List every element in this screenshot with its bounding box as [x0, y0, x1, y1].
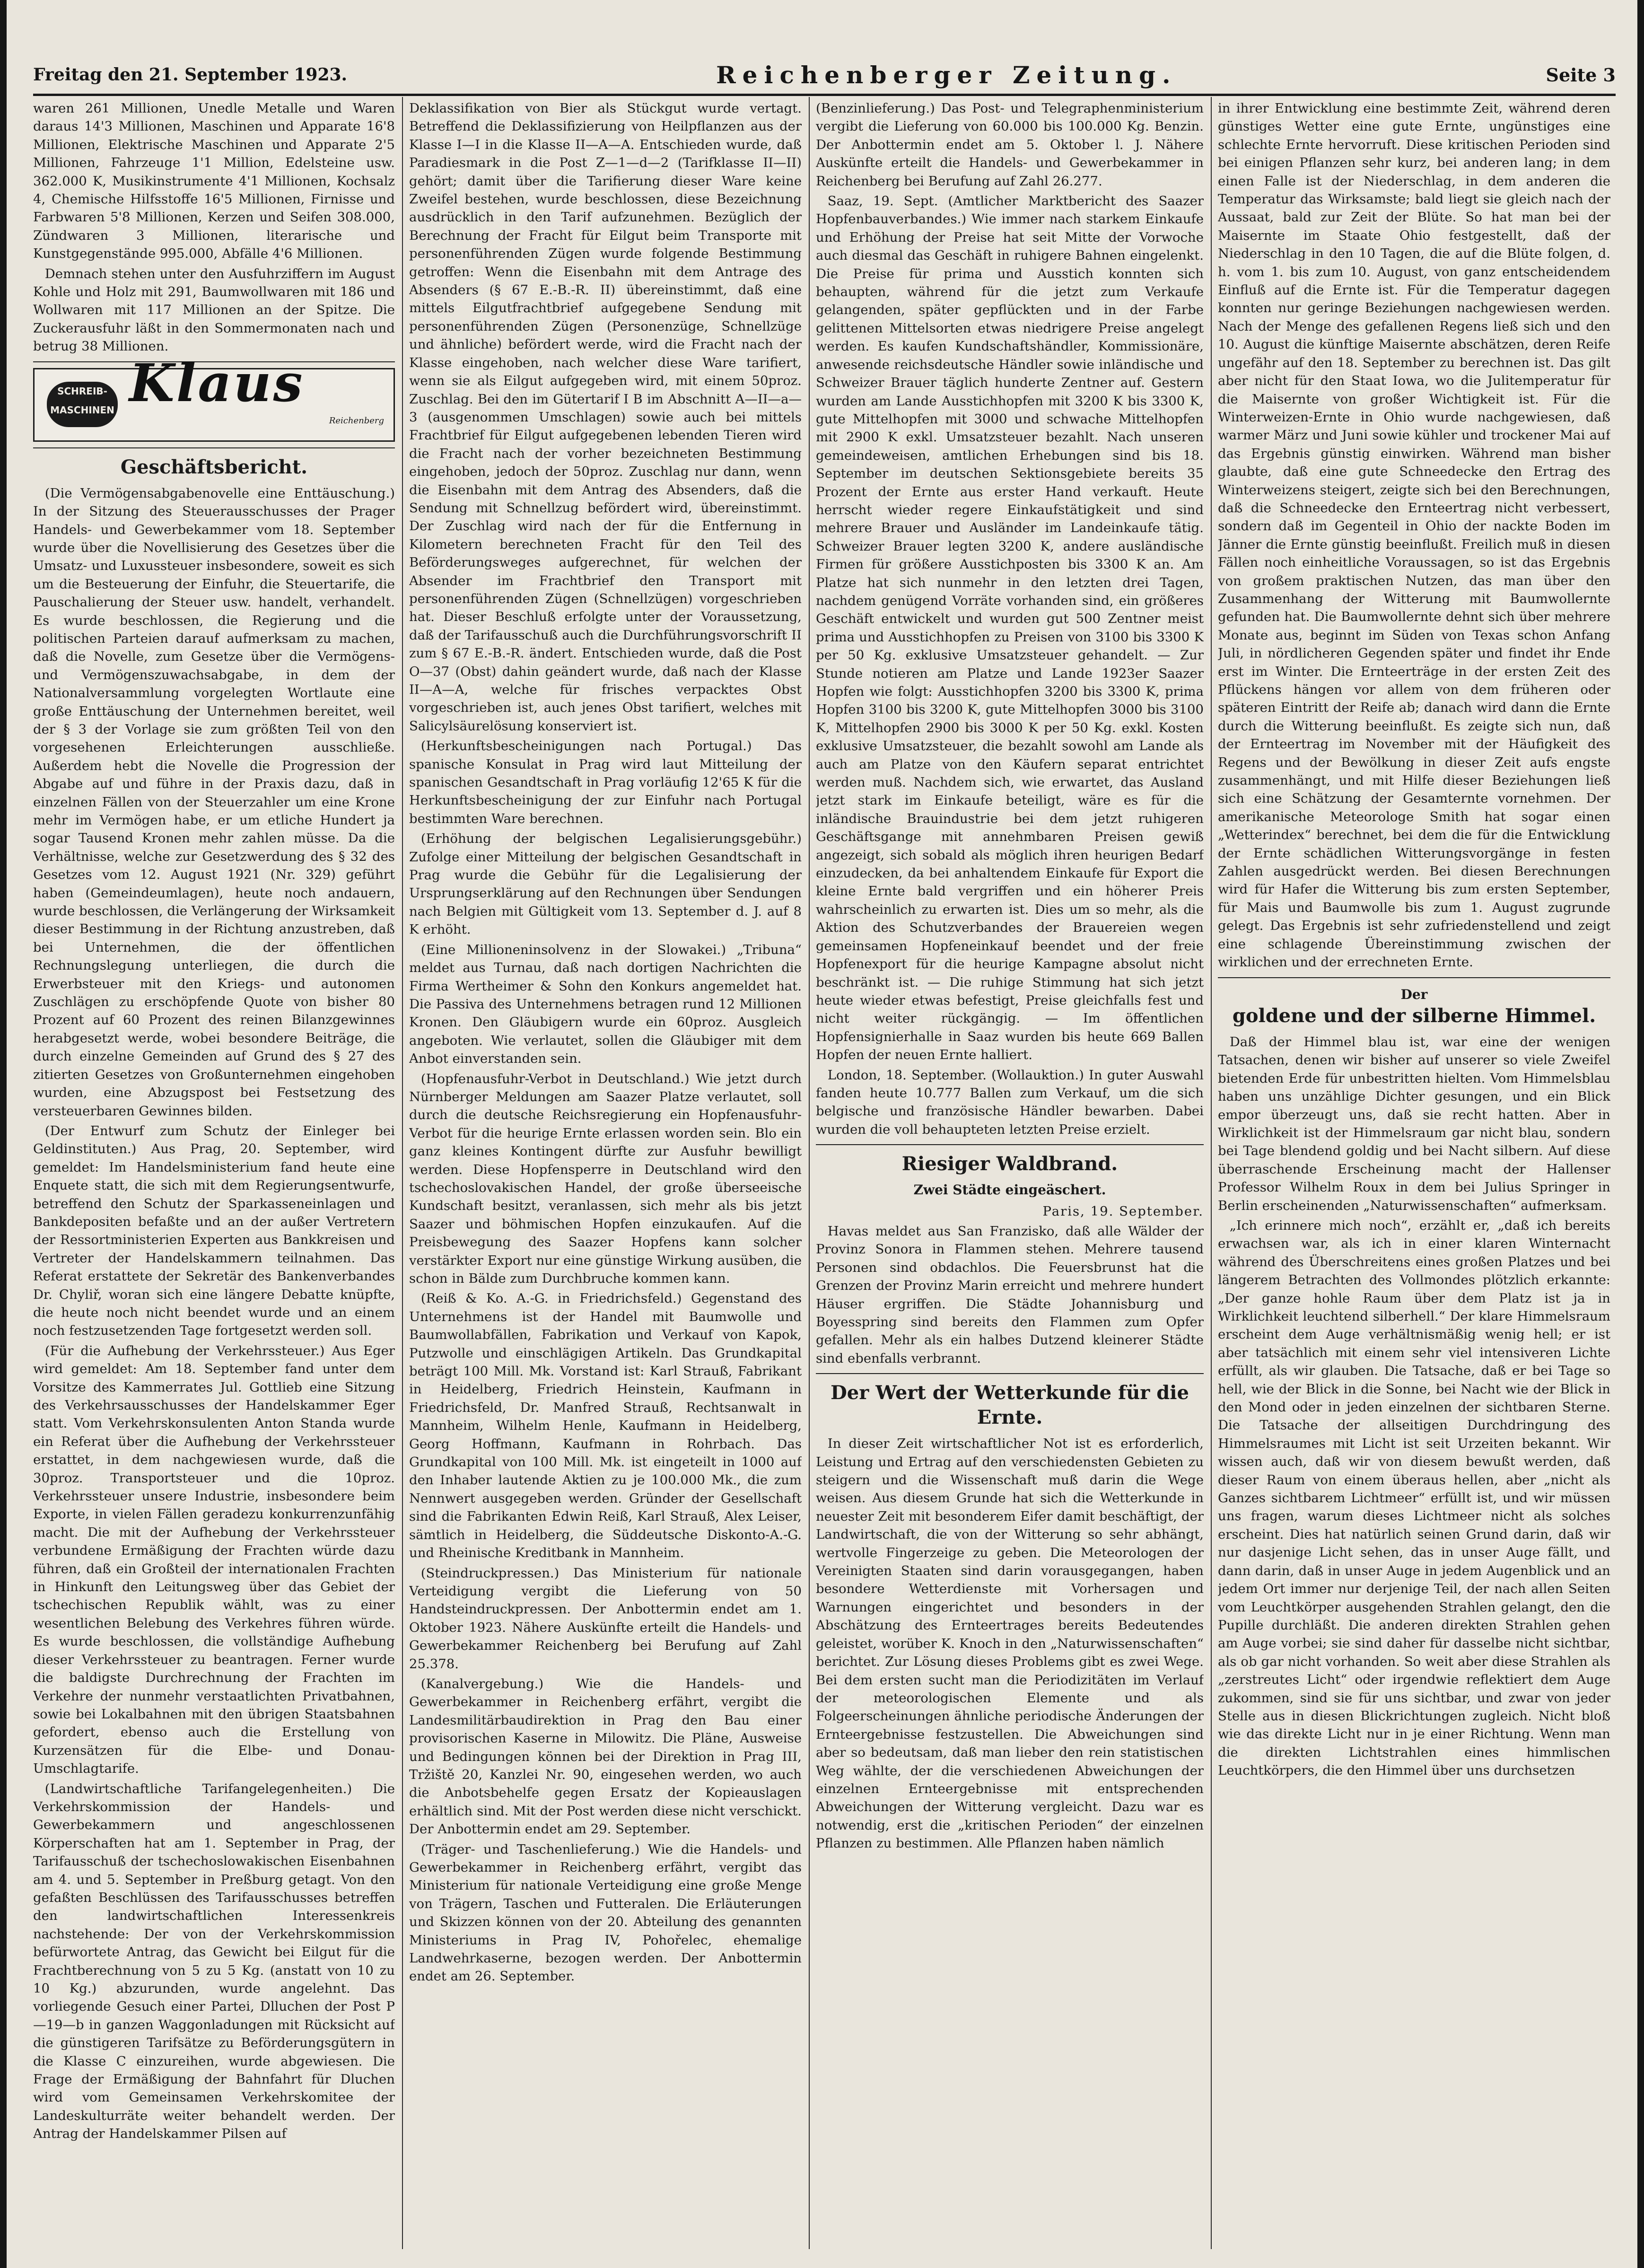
column-rule-3 [1211, 97, 1212, 2249]
column-2 [409, 99, 802, 2249]
article-belgien: (Erhöhung der belgischen Legalisierungsgebühr.) Zufolge einer Mitteilung der belgischen Gesandtschaft in Prag wurde die Gebühr für die Legalisierung der Ursprungserklärung auf den Rechnungen über Sendungen nach Belgien mit Gültigkeit vom 13. September d. J. auf 8 K erhöht. [409, 831, 802, 937]
section-rule [816, 1144, 1204, 1145]
issue-date: Freitag den 21. September 1923. [33, 65, 348, 85]
section-rule [33, 447, 395, 448]
page-number: Seite 3 [1546, 64, 1616, 86]
column-rule-1 [402, 97, 403, 2249]
headline-himmel-prefix: Der [1400, 986, 1428, 1002]
ad-badge-line-2: MASCHINEN [50, 404, 114, 416]
article-london-wollauktion: London, 18. September. (Wollauktion.) In guter Auswahl fanden heute 10.777 Ballen zum Verkauf, um die sich belgische und französische Händler bewarben. Dabei wurden die voll behaupteten letzten Preise erzielt. [816, 1067, 1204, 1137]
column-3 [816, 99, 1204, 2249]
article-hopfenausfuhr: (Hopfenausfuhr-Verbot in Deutschland.) Wie jetzt durch Nürnberger Meldungen am Saazer Platze verlautet, soll durch die deutsche Reichsregierung ein Hopfenausfuhr-Verbot für die heurige Ernte erlassen worden sein. Blo ein ganz kleines Kontingent dürfte zur Ausfuhr bewilligt werden. Diese Hopfensperre in Deutschland wird den tschechoslovakischen Handel, der große überseeische Kundschaft besitzt, veranlassen, sich mehr als bis jetzt Saazer und böhmischen Hopfen einzukaufen. Auf die Preisbewegung des Saazer Hopfens kann solcher verstärkter Export nur eine günstige Wirkung ausüben, die schon in Bälde zum Durchbruche kommen kann. [409, 1071, 802, 1286]
ad-badge-line-1: SCHREIB- [57, 385, 107, 397]
article-kanalvergebung: (Kanalvergebung.) Wie die Handels- und Gewerbekammer in Reichenberg erfährt, vergibt die Landesmilitärbaudirektion in Prag den Bau einer provisorischen Kaserne in Milowitz. Die Pläne, Ausweise und Bedingungen können bei der Direktion in Prag III, Tržiště 20, Kanzlei Nr. 90, eingesehen werden, wo auch die Anbotsbehelfe gegen Ersatz der Kopieauslagen erhältlich sind. Mit der Post werden diese nicht verschickt. Der Anbottermin endet am 29. September. [409, 1676, 802, 1837]
column-1 [33, 99, 395, 2249]
article-insolvenz: (Eine Millioneninsolvenz in der Slowakei.) „Tribuna“ meldet aus Turnau, daß nach dortigen Nachrichten die Firma Wertheimer & Sohn den Konkurs angemeldet hat. Die Passiva des Unternehmens betragen rund 12 Millionen Kronen. Den Gläubigern wurde ein 60proz. Ausgleich angeboten. Wie verlautet, sollen die Gläubiger mit dem Anbot einverstanden sein. [409, 942, 802, 1067]
ad-badge [47, 382, 118, 427]
article-taschenlieferung: (Träger- und Taschenlieferung.) Wie die Handels- und Gewerbekammer in Reichenberg erfährt, vergibt das Ministerium für nationale Verteidigung eine große Menge von Trägern, Taschen und Futteralen. Die Erläuterungen und Skizzen können von der 20. Abteilung des genannten Ministeriums in Prag IV, Pohořelec, ehemalige Landwehrkaserne, bezogen werden. Der Anbottermin endet am 26. September. [409, 1841, 802, 1984]
article-saaz-marktbericht: Saaz, 19. Sept. (Amtlicher Marktbericht des Saazer Hopfenbauverbandes.) Wie immer nach starkem Einkaufe und Erhöhung der Preise hat seit Mitte der Vorwoche auch diesmal das Geschäft in ruhigere Bahnen eingelenkt. Die Preise für prima und Ausstich konnten sich behaupten, während für die jetzt zum Verkaufe gelangenden, später gepflückten und in der Farbe gelittenen Mittelsorten etwas niedrigere Preise angelegt werden. Es kaufen Kundschaftshändler, Kommissionäre, anwesende reichsdeutsche Händler sowie inländische und Schweizer Brauer täglich hunderte Zentner auf. Gestern wurden am Lande Ausstichhopfen mit 3200 K bis 3300 K, gute Mittelhopfen mit 3000 und schwache Mittelhopfen mit 2900 K exkl. Umsatzsteuer bezahlt. Nach unseren gemeindeweisen, amtlichen Erhebungen sind bis 18. September im deutschen Sektionsgebiete bereits 35 Prozent der Ernte aus erster Hand verkauft. Heute herrscht wieder regere Einkaufstätigkeit und sind mehrere Brauer und Ausländer im Landeinkaufe tätig. Schweizer Brauer legten 3200 K, andere ausländische Firmen für größere Ausstichposten bis 3300 K an. Am Platze hat sich nunmehr in den letzten drei Tagen, nachdem genügend Vorräte vorhanden sind, ein größeres Geschäft entwickelt und wurden gut 500 Zentner meist prima und Ausstichhopfen zu Preisen von 3100 bis 3300 K per 50 Kg. exklusive Umsatzsteuer gehandelt. — Zur Stunde notieren am Platze und Lande 1923er Saazer Hopfen wie folgt: Ausstichhopfen 3200 bis 3300 K, prima Hopfen 3100 bis 3200 K, gute Mittelhopfen 3000 bis 3100 K, Mittelhopfen 2900 bis 3000 K per 50 Kg. exkl. Kosten exklusive Umsatzsteuer, die bezahlt sowohl am Lande als auch am Platze von den Käufern separat entrichtet werden muß. Nachdem sich, wie erwartet, das Ausland jetzt stark im Einkaufe beteiligt, wäre es für die inländische Brauindustrie bei dem jetzt ruhigeren Geschäftsgange mit annehmbaren Preisen gewiß angezeigt, sich sobald als möglich ihren heurigen Bedarf einzudecken, da bei anhaltendem Einkaufe für Export die kleine Ernte bald vergriffen und ein höherer Preis wahrscheinlich zu erwarten ist. Dies um so mehr, als die Aktion des Schutzverbandes der Brauereien wegen gemeinsamen Hopfeneinkauf beendet und der freie Hopfenexport für die heurige Kampagne absolut nicht beschränkt ist. — Die ruhige Stimmung hat sich jetzt heute wieder etwas befestigt, Preise gleichfalls fest und nicht weiter rückgängig. — Im öffentlichen Hopfensignierhalle in Saaz wurden bis heute 669 Ballen Hopfen der neuen Ernte halliert. [816, 193, 1204, 1063]
column-4 [1218, 99, 1610, 2249]
ad-location: Reichenberg [329, 415, 384, 426]
masthead: Reichenberger Zeitung. [716, 61, 1177, 89]
dateline-paris: Paris, 19. September. [1042, 1203, 1204, 1219]
header-rule [33, 94, 1616, 96]
article-benzinlieferung: (Benzinlieferung.) Das Post- und Telegraphenministerium vergibt die Lieferung von 60.000 bis 100.000 Kg. Benzin. Der Anbottermin endet am 5. Oktober l. J. Nähere Auskünfte erteilt die Handels- und Gewerbekammer in Reichenberg bei Berufung auf Zahl 26.277. [816, 101, 1204, 189]
article-tarif-continued: Deklassifikation von Bier als Stückgut wurde vertagt. Betreffend die Deklassifizierung von Heilpflanzen aus der Klasse I—I in die Klasse II—A—A. Entschieden wurde, daß Paradiesmark in die Post Z—1—d—2 (Tarifklasse II—II) gehört; damit über die Tarifierung dieser Ware keine Zweifel bestehen, wurde beschlossen, diese Bezeichnung ausdrücklich in den Tarif aufzunehmen. Bezüglich der Berechnung der Fracht für Eilgut beim Transporte mit personenführenden Zügen wurde folgende Bestimmung getroffen: Wenn die Eisenbahn mit dem Antrage des Absenders (§ 67 E.-B.-R. II) übereinstimmt, daß eine mittels Eilgutfrachtbrief aufgegebene Sendung mit personenführenden Zügen (Personenzüge, Schnellzüge und ähnliche) befördert werde, wird die Fracht nach der Klasse eingehoben, nach welcher diese Ware tarifiert, wenn sie als Eilgut aufgegeben wird, mit einem 50proz. Zuschlag. Bei den im Gütertarif I B im Abschnitt A—II—a—3 (ausgenommen Umschlagen) sowie auch bei mittels Frachtbrief für Eilgut aufgegebenen lebenden Tieren wird die Fracht nach der vorher bezeichneten Bestimmung eingehoben, jedoch der 50proz. Zuschlag nur dann, wenn die Eisenbahn mit dem Antrag des Absenders, daß die Sendung mit Schnellzug befördert wird, übereinstimmt. Der Zuschlag wird nach der für die Entfernung in Kilometern berechneten Fracht für den Teil des Beförderungsweges aufgerechnet, für welchen der Absender im Frachtbrief den Transport mit personenführenden Zügen (Schnellzügen) vorgeschrieben hat. Dieser Beschluß erfolgte unter der Voraussetzung, daß der Tarifausschuß auch die Durchführungsvorschrift II zum § 67 E.-B.-R. ändert. Entschieden wurde, daß die Post O—37 (Obst) dahin geändert wurde, daß nach der Klasse II—A—A, welche für frisches verpacktes Obst vorgeschrieben ist, auch jenes Obst tarifiert, welches mit Salicylsäurelösung konserviert ist. [409, 101, 802, 734]
section-rule [816, 1373, 1204, 1374]
column-rule-2 [809, 97, 810, 2249]
article-tarifangelegenheiten: (Landwirtschaftliche Tarifangelegenheiten.) Die Verkehrskommission der Handels- und Gewerbekammern und angeschlossenen Körperschaften hat am 1. September in Prag, der Tarifausschuß der tschechoslowakischen Eisenbahnen am 4. und 5. September in Preßburg getagt. Von den gefaßten Beschlüssen des Tarifausschusses betreffen den landwirtschaftlichen Interessenkreis nachstehende: Der von der Verkehrskommission befürwortete Antrag, das Gewicht bei Eilgut für die Frachtberechnung von 5 zu 5 Kg. (anstatt von 10 zu 10 Kg.) abzurunden, wurde angelehnt. Das vorliegende Gesuch einer Partei, Dlluchen der Post P—19—b in ganzen Waggonladungen mit Rücksicht auf die günstigeren Tarifsätze zu Beförderungsgütern in die Klasse C einzureihen, wurde abgewiesen. Die Frage der Ermäßigung der Bahnfahrt für Dluchen wird vom Gemeinsamen Verkehrskomitee der Landeskulturräte weiter behandelt werden. Der Antrag der Handelskammer Pilsen auf [33, 1781, 395, 2142]
article-himmel-quote: „Ich erinnere mich noch“, erzählt er, „daß ich bereits erwachsen war, als ich in einer klaren Winternacht während des Überschreitens eines großen Platzes und bei längerem Betrachten des Vollmondes plötzlich erkannte: „Der ganze hohle Raum über dem Platz ist ja in Wirklichkeit leuchtend silberhell.“ Der klare Himmelsraum erscheint dem Auge verhältnismäßig wenig hell; er ist aber tatsächlich mit einem sehr viel intensiveren Lichte erfüllt, als wir glauben. Die Tatsache, daß er bei Tage so hell, wie der Blick in die Sonne, bei Nacht wie der Blick in den Mond oder in jeden einzelnen der sichtbaren Sterne. Die Tatsache der allseitigen Durchdringung des Himmelsraumes mit Licht ist seit Urzeiten bekannt. Wir wissen auch, daß wir von diesem bewußt werden, daß dieser Raum von einem überaus hellen, aber „nicht als Ganzes sichtbarem Lichtmeer“ erfüllt ist, und wir müssen uns fragen, warum dieses Lichtmeer nicht als solches erscheint. Dies hat natürlich seinen Grund darin, daß wir nur dasjenige Licht sehen, das in unser Auge fällt, und dann darin, daß in unser Auge in jedem Augenblick und an jedem Ort immer nur derjenige Teil, der nach allen Seiten vom Leuchtkörper ausgehenden Strahlen gelangt, den die Pupille durchläßt. Die anderen direkten Strahlen gehen am Auge vorbei; sie sind daher für dasselbe nicht sichtbar, als ob gar nicht vorhanden. So weit aber diese Strahlen als „zerstreutes Licht“ oder irgendwie reflektiert dem Auge zukommen, sind sie für uns sichtbar, und zwar von jeder Stelle aus in diesen Blickrichtungen zugleich. Nicht bloß wie das direkte Licht nur in je einer Richtung. Wenn man die direkten Lichtstrahlen eines himmlischen Leuchtkörpers, die den Himmel über uns durchsetzen [1218, 1217, 1610, 1778]
headline-wetterkunde: Der Wert der Wetterkunde für die Ernte. [831, 1382, 1189, 1429]
article-portugal: (Herkunftsbescheinigungen nach Portugal.) Das spanische Konsulat in Prag wird laut Mitteilung der spanischen Gesandtschaft in Prag vorläufig 12'65 K für die Herkunftsbescheinigung der zur Einfuhr nach Portugal bestimmten Ware berechnen. [409, 738, 802, 826]
article-steindruckpressen: (Steindruckpressen.) Das Ministerium für nationale Verteidigung vergibt die Lieferung von 50 Handsteindruckpressen. Der Anbottermin endet am 1. Oktober 1923. Nähere Auskünfte erteilt die Handels- und Gewerbekammer Reichenberg bei Berufung auf Zahl 25.378. [409, 1565, 802, 1672]
article-wetterkunde-continued: in ihrer Entwicklung eine bestimmte Zeit, während deren günstiges Wetter eine gute Ernte, ungünstiges eine schlechte Ernte hervorruft. Diese kritischen Perioden sind bei einigen Pflanzen sehr kurz, bei anderen lang; in dem einen Falle ist der Niederschlag, in dem anderen die Temperatur das Wirksamste; bald liegt sie gleich nach der Aussaat, bald zur Zeit der Blüte. So hat man bei der Maisernte im Staate Ohio festgestellt, daß der Niederschlag in den 10 Tagen, die auf die Blüte folgen, d. h. vom 1. bis zum 10. August, von ganz entscheidendem Einfluß auf die Ernte ist. Für die Temperatur dagegen konnten nur geringe Beziehungen nachgewiesen werden. Nach der Menge des gefallenen Regens ließ sich und den 10. August die künftige Maisernte abschätzen, deren Reife ungefähr auf den 18. September zu berechnen ist. Das gilt aber nicht für den Staat Iowa, wo die Julitemperatur für die Maisernte von großer Wichtigkeit ist. Für die Winterweizen-Ernte in Ohio wurde nachgewiesen, daß warmer März und Juni sowie kühler und trockener Mai auf das Ergebnis günstig einwirken. Während man bisher glaubte, daß eine gute Schneedecke den Ertrag des Winterweizens steigert, zeigte sich bei den Berechnungen, daß die Schneedecke den Ernteertrag nicht verbessert, sondern daß im Gegenteil in Ohio der nackte Boden im Jänner die Ernte günstig beeinflußt. Freilich muß in diesen Fällen noch einheitliche Voraussagen, so ist das Ergebnis von großem praktischen Nutzen, das man über den Zusammenhang der Witterung mit Baumwollernte gefunden hat. Die Baumwollernte dehnt sich über mehrere Monate aus, beginnt im Süden von Texas schon Anfang Juli, in nördlicheren Gegenden später und findet ihr Ende erst im Winter. Die Ernteerträge in der ersten Zeit des Pflückens hängen vor allem von dem früheren oder späteren Eintritt der Reife ab; danach wird dann die Ernte durch die Witterung beeinflußt. Es zeigte sich nun, daß der Ernteertrag im November mit der Häufigkeit des Regens und der Bewölkung in dieser Zeit aufs engste zusammenhängt, und mit Hilfe dieser Beziehungen ließ sich eine Schätzung der Gesamternte vornehmen. Der amerikanische Meteorologe Smith hat sogar einen „Wetterindex“ berechnet, bei dem die für die Entwicklung der Ernte schädlichen Witterungsvorgänge in festen Zahlen ausgedrückt werden. Bei diesen Berechnungen wird für Hafer die Witterung bis zum ersten September, für Mais und Baumwolle bis zum 1. August zugrunde gelegt. Das Ergebnis ist sehr zufriedenstellend und zeigt eine schlagende Übereinstimmung zwischen der wirklichen und der errechneten Ernte. [1218, 101, 1610, 970]
article-waldbrand: Havas meldet aus San Franzisko, daß alle Wälder der Provinz Sonora in Flammen stehen. Mehrere tausend Personen sind obdachlos. Die Feuersbrunst hat die Grenzen der Provinz Marin erreicht und mehrere hundert Häuser ergriffen. Die Städte Johannisburg und Boyesspring sind bereits den Flammen zum Opfer gefallen. Mehr als ein halbes Dutzend kleinerer Städte sind ebenfalls verbrannt. [816, 1223, 1204, 1366]
article-vermoegensabgabe: (Die Vermögensabgabenovelle eine Enttäuschung.) In der Sitzung des Steuerausschusses der Prager Handels- und Gewerbekammer vom 18. September wurde über die Novellisierung des Gesetzes über die Umsatz- und Luxussteuer insbesondere, soweit es sich um die Besteuerung der Einfuhr, die Steuertarife, die Pauschalierung der Steuer usw. handelt, verhandelt. Es wurde beschlossen, die Regierung und die politischen Parteien darauf aufmerksam zu machen, daß die Novelle, zum Gesetze über die Vermögens- und Vermögenszuwachsabgabe, in dem der Nationalversammlung vorgelegten Wortlaute eine große Enttäuschung der Unternehmen bereitet, weil der § 3 der Vorlage sie zum größten Teil von den vorgesehenen Erleichterungen ausschließe. Außerdem hebt die Novelle die Progression der Abgabe auf und führe in der Praxis dazu, daß in einzelnen Fällen von der Steuerzahler um eine Krone mehr im Vermögen habe, er um etliche Hundert ja sogar Tausend Kronen mehr zahlen müsse. Da die Verhältnisse, welche zur Gesetzwerdung des § 32 des Gesetzes vom 12. August 1921 (Nr. 329) geführt haben (Gemeindeumlagen), heute noch andauern, wurde beschlossen, die Verlängerung der Wirksamkeit dieser Bestimmung in der Richtung anzustreben, daß bei Unternehmen, die der öffentlichen Rechnungslegung unterliegen, die durch die Erwerbsteuer mit den Kriegs- und autonomen Zuschlägen zu erschöpfende Quote von bisher 80 Prozent auf 60 Prozent des reinen Bilanzgewinnes herabgesetzt werde, wobei besondere Beiträge, die durch einzelne Gemeinden auf Grund des § 27 des zitierten Gesetzes von Großunternehmen eingehoben wurden, eine Abzugspost bei Festsetzung des versteuerbaren Gewinnes bilden. [33, 485, 395, 1119]
trade-statistics-summary: Demnach stehen unter den Ausfuhrziffern im August Kohle und Holz mit 291, Baumwollwaren mit 186 und Wollwaren mit 117 Millionen an der Spitze. Die Zuckerausfuhr läßt in den Sommermonaten nach und betrug 38 Millionen. [33, 266, 395, 354]
subheadline-waldbrand: Zwei Städte eingeäschert. [913, 1182, 1106, 1198]
article-einleger-schutz: (Der Entwurf zum Schutz der Einleger bei Geldinstituten.) Aus Prag, 20. September, wird gemeldet: Im Handelsministerium fand heute eine Enquete statt, die sich mit dem Regierungsentwurfe, betreffend den Schutz der Sparkasseneinlagen und Bankdepositen befaßte und an der außer Vertretern der Ressortministerien Experten aus Bankkreisen und Vertreter der Handelskammern teilnahmen. Das Referat erstattete der Sekretär des Bankenverbandes Dr. Chyliř, woran sich eine längere Debatte knüpfte, die heute noch nicht beendet wurde und an einem noch festzusetzenden Tage fortgesetzt werden soll. [33, 1123, 395, 1339]
headline-waldbrand: Riesiger Waldbrand. [901, 1153, 1118, 1175]
article-reiss-ko: (Reiß & Ko. A.-G. in Friedrichsfeld.) Gegenstand des Unternehmens ist der Handel mit Baumwolle und Baumwollabfällen, Fabrikation und Verkauf von Kapok, Putzwolle und einschlägigen Artikeln. Das Grundkapital beträgt 100 Mill. Mk. Vorstand ist: Karl Strauß, Fabrikant in Heidelberg, Friedrich Heinstein, Kaufmann in Friedrichsfeld, Dr. Manfred Strauß, Rechtsanwalt in Mannheim, Wilhelm Henle, Kaufmann in Heidelberg, Georg Hoffmann, Kaufmann in Rohrbach. Das Grundkapital von 100 Mill. Mk. ist eingeteilt in 1000 auf den Inhaber lautende Aktien zu je 100.000 Mk., die zum Nennwert ausgegeben werden. Gründer der Gesellschaft sind die Fabrikanten Edwin Reiß, Karl Strauß, Alex Leiser, sämtlich in Heidelberg, die Süddeutsche Diskonto-A.-G. und Rheinische Kreditbank in Mannheim. [409, 1291, 802, 1561]
trade-statistics-text: waren 261 Millionen, Unedle Metalle und Waren daraus 14'3 Millionen, Maschinen und Apparate 16'8 Millionen, Elektrische Maschinen und Apparate 2'5 Millionen, Fahrzeuge 1'1 Million, Edelsteine usw. 362.000 K, Musikinstrumente 4'1 Millionen, Kochsalz 4, Chemische Hilfsstoffe 16'5 Millionen, Firnisse und Farbwaren 5'8 Millionen, Kerzen und Seifen 308.000, Zündwaren 3 Millionen, literarische und Kunstgegenstände 995.000, Abfälle 4'6 Millionen. [33, 101, 395, 262]
section-rule [1218, 977, 1610, 978]
scan-edge-right [1637, 0, 1644, 2268]
article-wetterkunde: In dieser Zeit wirtschaftlicher Not ist es erforderlich, Leistung und Ertrag auf den verschiedensten Gebieten zu steigern und die Wissenschaft muß darin die Wege weisen. Aus diesem Grunde hat sich die Wetterkunde in neuester Zeit mit besonderem Eifer damit beschäftigt, der Landwirtschaft, die von der Witterung so sehr abhängt, wertvolle Fingerzeige zu geben. Die Meteorologen der Vereinigten Staaten sind darin vorausgegangen, haben besondere Wetterdienste mit Vorhersagen und Warnungen eingerichtet und besonders in der Abschätzung des Ernteertrages bereits Bedeutendes geleistet, worüber K. Knoch in den „Naturwissenschaften“ berichtet. Zur Lösung dieses Problems gibt es zwei Wege. Bei dem ersten sucht man die Periodizitäten im Verlauf der meteorologischen Elemente und als Folgeerscheinungen ähnliche periodische Änderungen der Ernteergebnisse festzustellen. Die Abweichungen sind aber so bedeutsam, daß man lieber den rein statistischen Weg wählte, der die verschiedenen Abweichungen der einzelnen Ernteergebnisse mit entsprechenden Abweichungen der Witterung vergleicht. Dazu war es notwendig, erst die „kritischen Perioden“ der einzelnen Pflanzen zu bestimmen. Alle Pflanzen haben nämlich [816, 1436, 1204, 1851]
article-verkehrssteuer: (Für die Aufhebung der Verkehrssteuer.) Aus Eger wird gemeldet: Am 18. September fand unter dem Vorsitze des Kammerrates Jul. Gottlieb eine Sitzung des Verkehrsausschusses der Handelskammer Eger statt. Vom Verkehrskonsulenten Anton Standa wurde ein Referat über die Aufhebung der Verkehrssteuer erstattet, in dem nachgewiesen wurde, daß die 30proz. Transportsteuer und die 10proz. Verkehrssteuer unsere Industrie, insbesondere beim Exporte, in vielen Fällen geradezu konkurrenzunfähig macht. Die mit der Aufhebung der Verkehrssteuer verbundene Ermäßigung der Frachten würde dazu führen, daß ein Großteil der internationalen Frachten in Hinkunft den Leitungsweg über das Gebiet der tschechischen Republik wählt, was zu einer wesentlichen Belebung des Verkehres führen würde. Es wurde beschlossen, die vollständige Aufhebung dieser Verkehrssteuer zu beantragen. Ferner wurde die baldigste Durchrechnung der Frachten im Verkehre der nunmehr verstaatlichten Privatbahnen, sowie bei Lokalbahnen mit den übrigen Staatsbahnen gefordert, ebenso auch die Erstellung von Kurzensätzen für die Elbe- und Donau-Umschlagtarife. [33, 1343, 395, 1777]
ad-brand-logo: Klaus [129, 352, 305, 413]
page-header [33, 56, 1616, 94]
klaus-typewriter-ad [33, 352, 395, 442]
article-himmel: Daß der Himmel blau ist, war eine der wenigen Tatsachen, denen wir bisher auf unserer so viele Zweifel bietenden Erde für unbestritten hielten. Vom Himmelsblau haben uns unzählige Dichter gesungen, und ein Blick empor überzeugt uns, daß sie recht hatten. Aber in Wirklichkeit ist der Himmelsraum gar nicht blau, sondern bei Tage blendend goldig und bei Nacht silbern. Auf diese überraschende Erscheinung macht der Hallenser Professor Wilhelm Roux in dem bei Julius Springer in Berlin erscheinenden „Naturwissenschaften“ aufmerksam. [1218, 1034, 1610, 1213]
headline-himmel: goldene und der silberne Himmel. [1232, 1004, 1596, 1027]
scan-edge-left [0, 0, 7, 2268]
section-title-geschaeftsbericht: Geschäftsbericht. [120, 455, 308, 478]
